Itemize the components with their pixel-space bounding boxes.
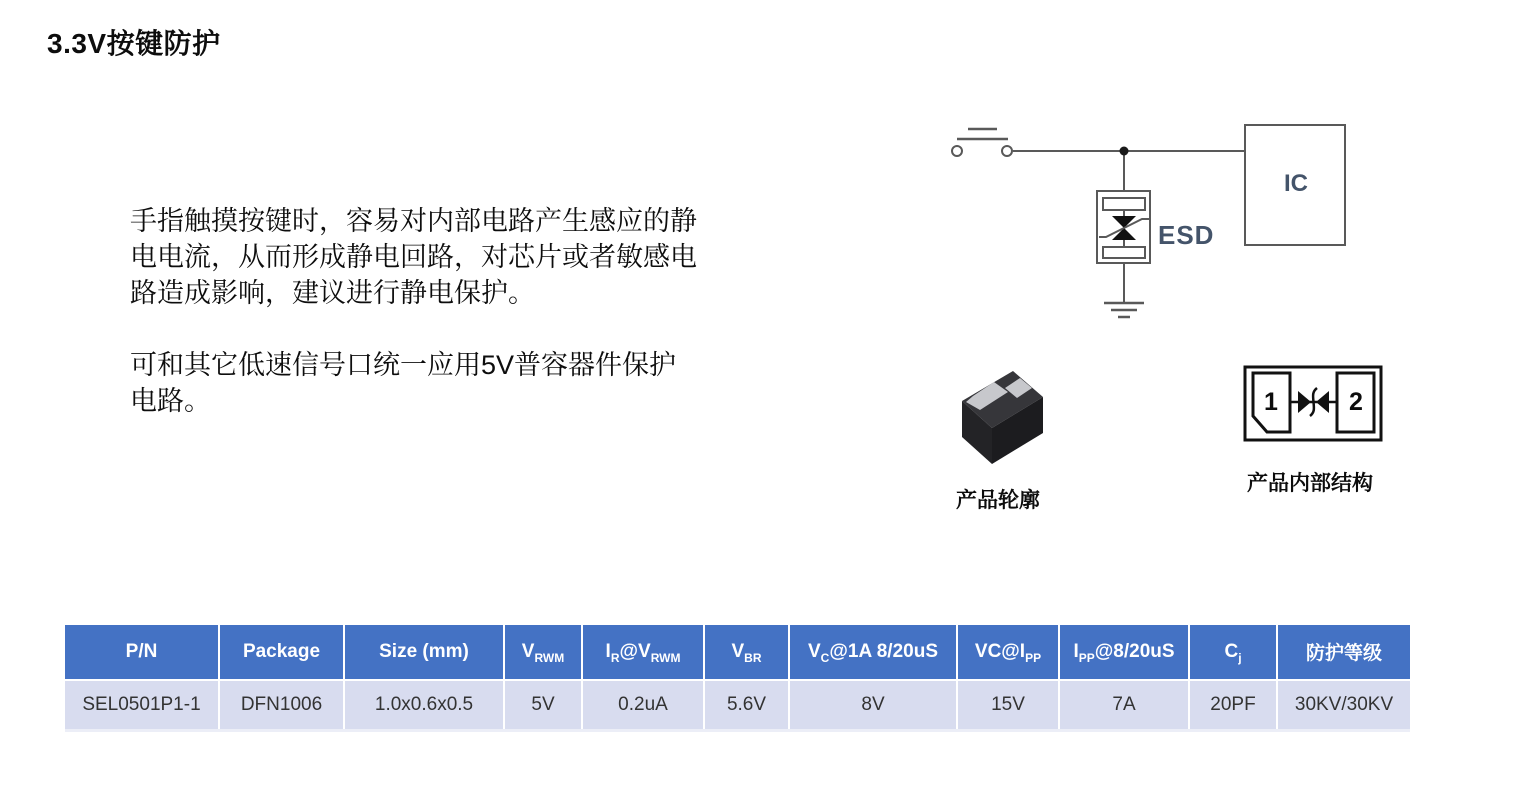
ic-label: IC [1284, 170, 1308, 197]
intro-text-block [130, 203, 702, 455]
table-cell-vrwm: 5V [505, 681, 581, 729]
outline-caption: 产品轮廓 [956, 489, 1040, 512]
table-header-vcipp: $VC@I_{PP}$ [958, 625, 1058, 679]
table-header-vrwm: $V_{RWM}$ [505, 625, 581, 679]
table-cell-vcipp: 15V [958, 681, 1058, 729]
intro-paragraph-1: 手指触摸按键时，容易对内部电路产生感应的静电电流，从而形成静电回路，对芯片或者敏感电路造成影响，建议进行静电保护。 [130, 206, 697, 308]
table-header-ir: $I_R@V_{RWM}$ [583, 625, 703, 679]
table-cell-package: DFN1006 [220, 681, 343, 729]
table-header-ipp: $I_{PP}@8/20uS$ [1060, 625, 1188, 679]
table-cell-size: 1.0x0.6x0.5 [345, 681, 503, 729]
table-cell-pn: SEL0501P1-1 [65, 681, 218, 729]
table-header-size: Size (mm) [345, 625, 503, 679]
table-cell-protection: 30KV/30KV [1278, 681, 1410, 729]
table-header-package: Package [220, 625, 343, 679]
page-title: 3.3V按键防护 [47, 28, 221, 59]
tvs-diode-icon [1099, 216, 1149, 240]
push-button-switch-icon [952, 129, 1012, 156]
structure-caption: 产品内部结构 [1247, 472, 1373, 495]
pin1-number: 1 [1264, 388, 1278, 416]
table-header-cj: $C_j$ [1190, 625, 1276, 679]
table-cell-vbr: 5.6V [705, 681, 788, 729]
table-header-protection: 防护等级 [1278, 625, 1410, 679]
table-header-pn: P/N [65, 625, 218, 679]
ground-icon [1104, 303, 1144, 317]
table-header-vbr: $V_{BR}$ [705, 625, 788, 679]
spec-table [65, 625, 1410, 732]
table-cell-ipp: 7A [1060, 681, 1188, 729]
table-header-vc: $V_C@1A$ 8/20uS [790, 625, 956, 679]
table-cell-ir: 0.2uA [583, 681, 703, 729]
junction-dot [1120, 147, 1129, 156]
pin2-number: 2 [1349, 388, 1363, 416]
product-outline-image [948, 366, 1048, 470]
table-cell-vc: 8V [790, 681, 956, 729]
table-cell-cj: 20PF [1190, 681, 1276, 729]
esd-label: ESD [1158, 220, 1215, 250]
application-circuit-diagram [938, 108, 1358, 323]
intro-paragraph-2: 可和其它低速信号口统一应用5V普容器件保护电路。 [130, 350, 677, 416]
